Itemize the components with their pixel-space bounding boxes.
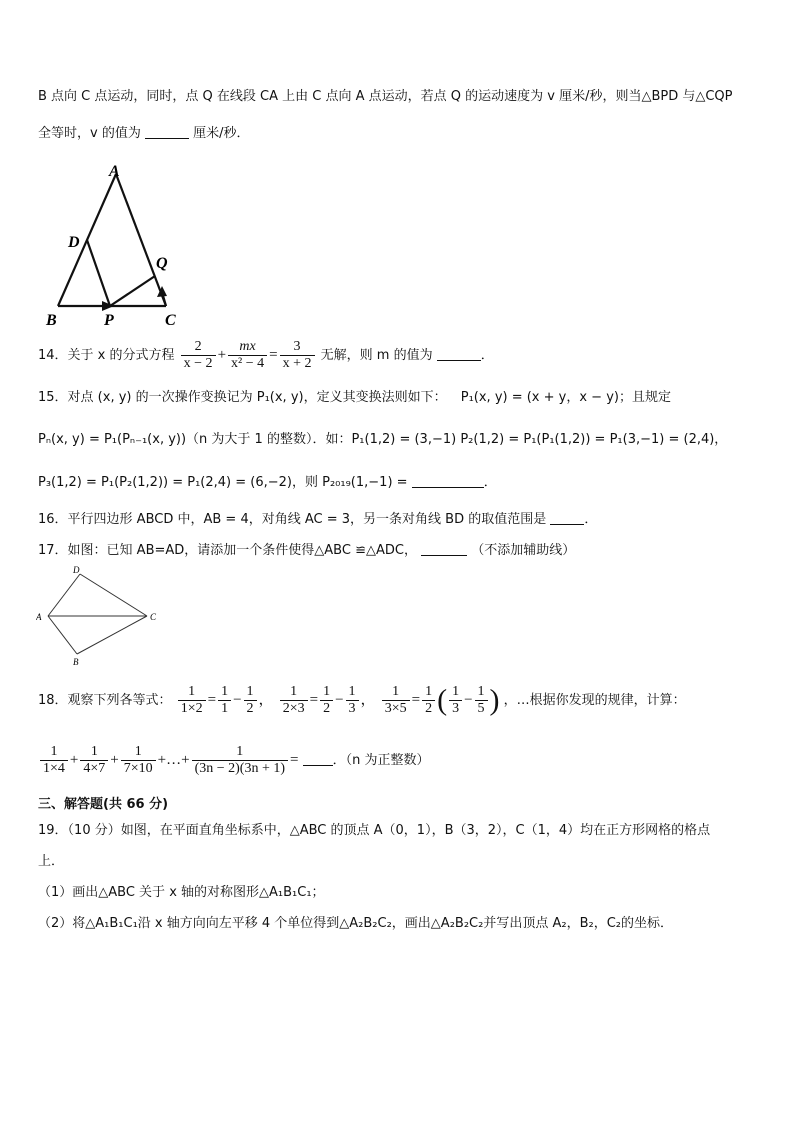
q18-line1: 18．观察下列各等式： $\frac{1}{1\times 2}$ = $\frac{1}{1}$ − $\frac{1}{2}$ ， $\frac{1}{2\times 3}$ = $\frac{1}{2}$ − $\frac{1}{3}$ ， $\frac{1}{3\times 5}$ = $\frac{1}{2}$ ( $\frac{1}{3}$ − $\frac{1}{5}$ ) ，…根据你发现的规律，计算：	[38, 683, 686, 717]
q18-e3-a: $\frac{1}{3}$	[449, 684, 462, 717]
q15-line2: Pₙ(x, y) = P₁(Pₙ₋₁(x, y))（n 为大于 1 的整数）．如：P₁(1,2) = (3,−1) P₂(1,2) = P₁(P₁(1,2)) = P₁(3,−1) = (2,4)，	[38, 432, 728, 447]
q18-tail: （n 为正整数）	[345, 753, 430, 768]
q18-sum-term3: $\frac{1}{7\times 10}$	[121, 744, 156, 777]
q18-sum-term1: $\frac{1}{1\times 4}$	[40, 744, 68, 777]
q18-e2-left: $\frac{1}{2\times 3}$	[280, 684, 308, 717]
q18-suffix: ，…根据你发现的规律，计算：	[503, 693, 686, 708]
q13-line2-suffix: 厘米/秒．	[193, 126, 250, 141]
answer-blank-16[interactable]	[550, 510, 584, 525]
fig17-label-c: C	[150, 612, 157, 622]
q13-triangle-figure	[38, 158, 198, 330]
fig17-label-b: B	[73, 657, 79, 667]
fig13-label-c: C	[165, 312, 176, 329]
q15-line1-text: 15．对点 (x, y) 的一次操作变换记为 P₁(x, y)，定义其变换法则如下：	[38, 390, 447, 405]
q18-e3-left: $\frac{1}{3\times 5}$	[382, 684, 410, 717]
q13-line2	[38, 124, 250, 143]
q16: 16．平行四边形 ABCD 中，AB = 4，对角线 AC = 3，另一条对角线 BD 的取值范围是 ．	[38, 512, 598, 527]
q14-frac3: $\frac{3}{x + 2}$	[280, 339, 315, 372]
fig13-label-a: A	[109, 163, 120, 180]
q14-frac2: $\frac{mx}{\text{x² − 4}}$	[228, 339, 267, 372]
q18-e3-b: $\frac{1}{5}$	[475, 684, 488, 717]
q18-prefix: 18．观察下列各等式：	[38, 693, 172, 708]
q17-note: （不添加辅助线）	[471, 543, 576, 558]
fig17-label-d: D	[73, 565, 80, 575]
q18-sum-termn: $\frac{1}{(3n - 2)(3n + 1)}$	[192, 744, 288, 777]
q13-line2-prefix: 全等时，v 的值为	[38, 126, 141, 141]
q17-kite-figure	[36, 562, 166, 670]
q17-text: 17．如图：已知 AB=AD，请添加一个条件使得△ABC ≌△ADC，	[38, 543, 417, 558]
q14: 14．关于 x 的分式方程 $\frac{2}{x - 2}$ + $\frac{mx}{\text{x² − 4}}$ = $\frac{3}{x + 2}$ 无解，则 m 的值为 ．	[38, 339, 494, 371]
fig17-label-a: A	[36, 612, 42, 622]
q19-part2: （2）将△A₁B₁C₁沿 x 轴方向向左平移 4 个单位得到△A₂B₂C₂，画出△A₂B₂C₂并写出顶点 A₂，B₂，C₂的坐标．	[38, 916, 673, 931]
q18-e1-b: $\frac{1}{2}$	[244, 684, 257, 717]
answer-blank-17[interactable]	[421, 541, 467, 556]
q15-line3: P₃(1,2) = P₁(P₂(1,2)) = P₁(2,4) = (6,−2)，则 P₂₀₁₉(1,−1) = ．	[38, 475, 497, 490]
q17	[38, 541, 575, 560]
fig13-label-q: Q	[156, 255, 168, 272]
q14-suffix: 无解，则 m 的值为	[320, 348, 433, 363]
fig13-label-b: B	[46, 312, 57, 329]
q16-text: 16．平行四边形 ABCD 中，AB = 4，对角线 AC = 3，另一条对角线 BD 的取值范围是	[38, 512, 547, 527]
q18-e1-left: $\frac{1}{1\times 2}$	[178, 684, 206, 717]
fig13-label-p: P	[104, 312, 114, 329]
q14-frac1: $\frac{2}{x - 2}$	[181, 339, 216, 372]
answer-blank-13[interactable]	[145, 124, 189, 139]
fig13-label-d: D	[68, 234, 80, 251]
q19-line1: 19．（10 分）如图，在平面直角坐标系中，△ABC 的顶点 A（0，1），B（3，2），C（1，4）均在正方形网格的格点	[38, 823, 711, 838]
q18-line2: $\frac{1}{1\times 4}$ + $\frac{1}{4\times 7}$ + $\frac{1}{7\times 10}$ +…+ $\frac{1}{(3n - 2)(3n + 1)}$ = ．（n 为正整数）	[38, 738, 430, 783]
q15-line1	[38, 389, 671, 407]
section3-title: 三、解答题(共 66 分)	[38, 797, 169, 812]
q13-line1: B 点向 C 点运动，同时，点 Q 在线段 CA 上由 C 点向 A 点运动，若点 Q 的运动速度为 v 厘米/秒，则当△BPD 与△CQP	[38, 89, 733, 104]
q18-sum-term2: $\frac{1}{4\times 7}$	[80, 744, 108, 777]
q19-line2: 上．	[38, 854, 65, 869]
q18-dots: +…+	[157, 752, 190, 768]
q19-part1: （1）画出△ABC 关于 x 轴的对称图形△A₁B₁C₁；	[38, 885, 325, 900]
q18-e1-a: $\frac{1}{1}$	[218, 684, 231, 717]
q18-e2-a: $\frac{1}{2}$	[320, 684, 333, 717]
q14-prefix: 14．关于 x 的分式方程	[38, 348, 175, 363]
q15-line1-rule: P₁(x, y) = (x + y，x − y)；且规定	[460, 390, 671, 405]
q15-line3-text: P₃(1,2) = P₁(P₂(1,2)) = P₁(2,4) = (6,−2)，则 P₂₀₁₉(1,−1) =	[38, 475, 408, 490]
q18-e3-c: $\frac{1}{2}$	[422, 684, 435, 717]
answer-blank-14[interactable]	[437, 346, 481, 361]
answer-blank-18[interactable]	[303, 751, 333, 766]
answer-blank-15[interactable]	[412, 473, 484, 488]
q18-e2-b: $\frac{1}{3}$	[346, 684, 359, 717]
